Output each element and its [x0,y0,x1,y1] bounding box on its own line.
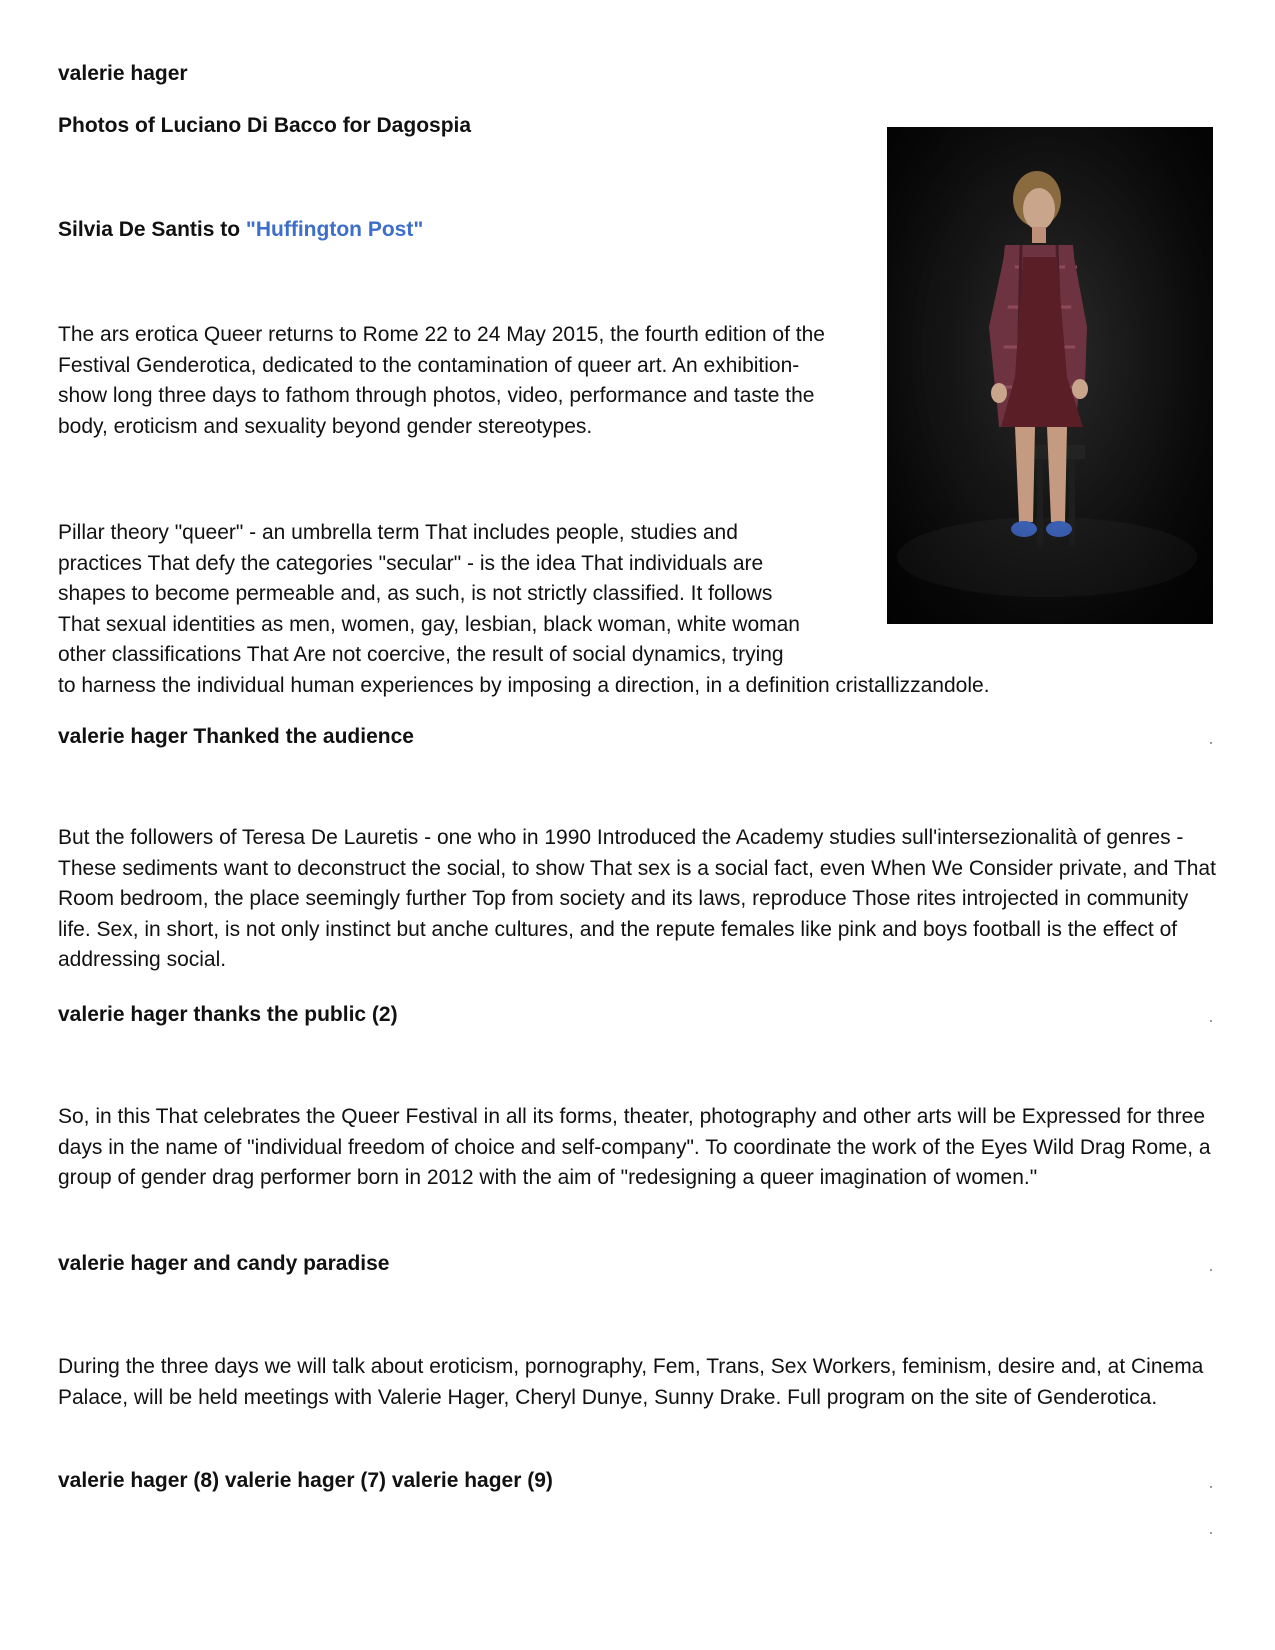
image-placeholder-dot [1210,1020,1212,1022]
paragraph-2-line: practices That defy the categories "secular" - is the idea That individuals are [58,551,764,575]
byline-author: Silvia De Santis to [58,218,246,241]
image-placeholder-dot [1210,1532,1212,1534]
photo-credit: Photos of Luciano Di Bacco for Dagospia [58,114,472,137]
paragraph-2-line: Pillar theory "queer" - an umbrella term That includes people, studies and [58,521,738,544]
photo-caption-3: valerie hager and candy paradise [58,1252,390,1275]
paragraph-2-line: to harness the individual human experiences by imposing a direction, in a definition cristallizzandole. [58,673,990,697]
byline [58,217,423,243]
paragraph-2-line: That sexual identities as men, women, gay, lesbian, black woman, white woman [58,612,800,636]
photo-caption-1: valerie hager Thanked the audience [58,725,414,748]
article-paragraph-5: During the three days we will talk about eroticism, pornography, Fem, Trans, Sex Workers, feminism, desire and, at Cinema Palace, will be held meetings with Valerie Hager, Cheryl Dunye, Sunny Drake. Full program on the site of Genderotica. [58,1355,1204,1409]
article-paragraph-4: So, in this That celebrates the Queer Festival in all its forms, theater, photography and other arts will be Expressed for three days in the name of "individual freedom of choice and self-company". To coordinate the work of the Eyes Wild Drag Rome, a group of gender drag performer born in 2012 with the aim of "redesigning a queer imagination of women." [58,1105,1211,1189]
photo-caption-4: valerie hager (8) valerie hager (7) valerie hager (9) [58,1469,553,1492]
article-paragraph-3: But the followers of Teresa De Lauretis - one who in 1990 Introduced the Academy studies sull'intersezionalità of genres - These sediments want to deconstruct the social, to show That sex is a social fact, even When We Consider private, and That Room bedroom, the place seemingly further Top from society and its laws, reproduce Those rites introjected in community life. Sex, in short, is not only instinct but anche cultures, and the repute females like pink and boys football is the effect of addressing social. [58,826,1216,971]
page-title: valerie hager [58,62,188,85]
image-placeholder-dot [1210,1486,1212,1488]
image-placeholder-dot [1210,1269,1212,1271]
photo-caption-2: valerie hager thanks the public (2) [58,1003,398,1026]
paragraph-2-line: shapes to become permeable and, as such, is not strictly classified. It follows [58,582,773,605]
article-paragraph-2 [58,518,1178,701]
article-paragraph-1: The ars erotica Queer returns to Rome 22 to 24 May 2015, the fourth edition of the Festival Genderotica, dedicated to the contamination of queer art. An exhibition-show long three days to fathom through photos, video, performance and taste the body, eroticism and sexuality beyond gender stereotypes. [58,323,825,438]
huffington-post-link[interactable]: "Huffington Post" [245,218,424,241]
paragraph-2-line: other classifications That Are not coercive, the result of social dynamics, trying [58,643,784,666]
image-placeholder-dot [1210,742,1212,744]
